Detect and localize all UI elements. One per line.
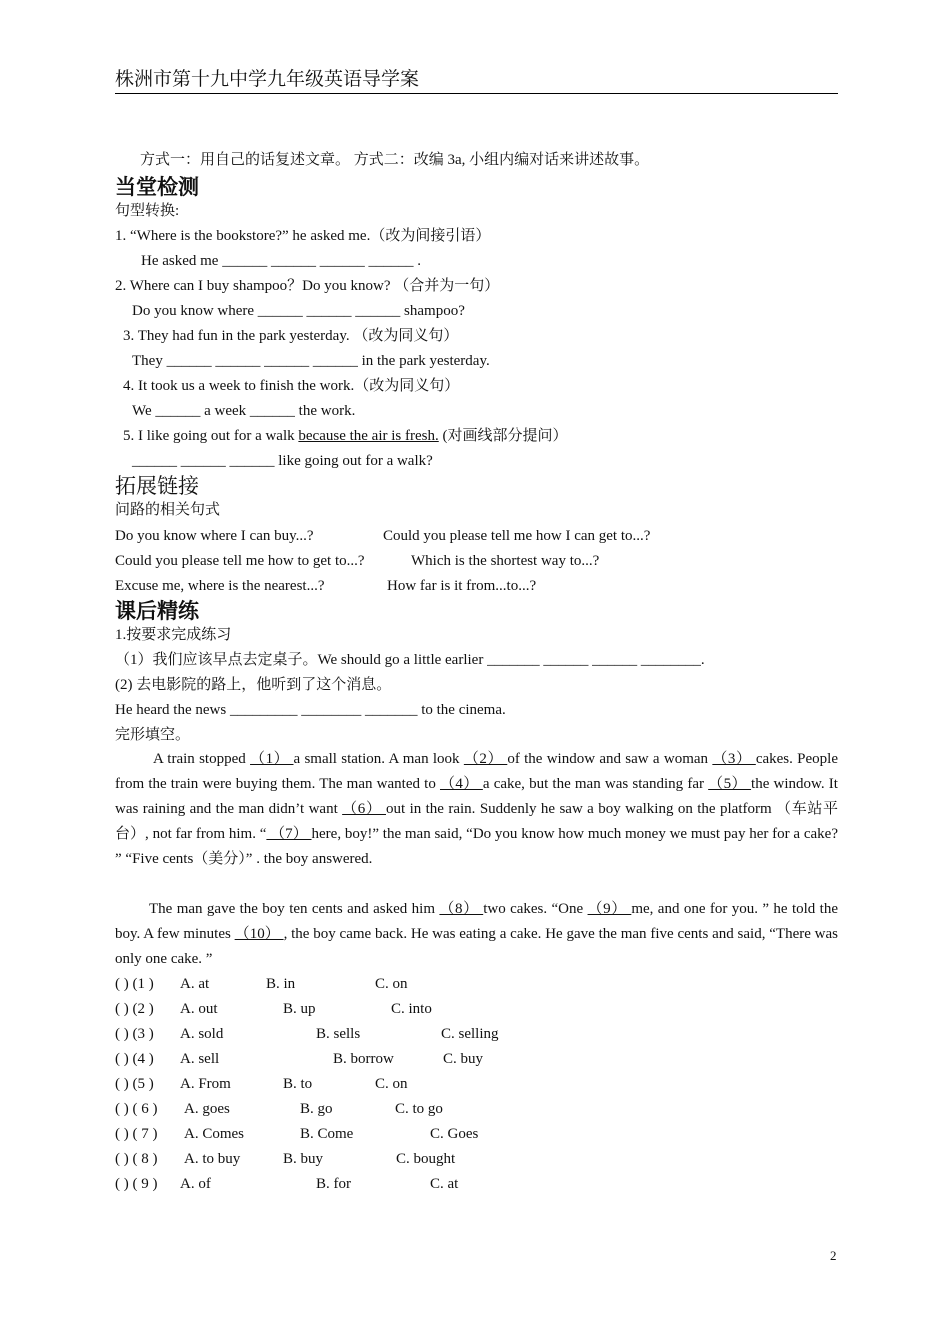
option-choice-b: B. for <box>316 1176 351 1192</box>
option-choice-b: B. buy <box>283 1151 324 1167</box>
cloze-title: 完形填空。 <box>115 727 191 743</box>
blank-number: （7） <box>266 826 312 842</box>
option-choice-c: C. at <box>430 1176 459 1192</box>
phrase-2a: Could you please tell me how to get to...? <box>115 553 365 569</box>
phrase-2b: Which is the shortest way to...? <box>411 553 600 569</box>
option-number: ( ) (5 ) <box>115 1076 154 1092</box>
paragraph-text: a cake, but the man was standing far <box>482 776 709 792</box>
option-choice-c: C. bought <box>396 1151 456 1167</box>
option-number: ( ) ( 7 ) <box>115 1126 158 1142</box>
option-number: ( ) ( 6 ) <box>115 1101 158 1117</box>
page-header: 株洲市第十九中学九年级英语导学案 <box>115 64 838 94</box>
option-number: ( ) ( 8 ) <box>115 1151 158 1167</box>
option-number: ( ) (4 ) <box>115 1051 154 1067</box>
option-choice-a: A. goes <box>184 1101 230 1117</box>
paragraph-text: a small station. A man look <box>293 751 464 767</box>
question-4: 4. It took us a week to finish the work.（改为同义句） <box>123 378 460 394</box>
paragraph-text: out in the rain. Suddenly he saw a boy walking on the platform （车站平台）, not far from him. “ <box>115 801 838 842</box>
phrase-1a: Do you know where I can buy...? <box>115 528 314 544</box>
option-choice-a: A. of <box>180 1176 211 1192</box>
blank-number: （3） <box>712 751 756 767</box>
blank-number: （5） <box>708 776 752 792</box>
exercise-1-item-2: (2) 去电影院的路上，他听到了这个消息。 <box>115 677 392 693</box>
option-choice-c: C. into <box>391 1001 432 1017</box>
option-choice-c: C. to go <box>395 1101 443 1117</box>
answer-line-3: They ______ ______ ______ ______ in the park yesterday. <box>132 353 490 369</box>
section-heading-in-class-test: 当堂检测 <box>115 175 199 199</box>
subheading-sentence-transform: 句型转换: <box>115 203 180 219</box>
answer-line-1: He asked me ______ ______ ______ ______ . <box>141 253 421 269</box>
option-choice-b: B. go <box>300 1101 333 1117</box>
option-choice-c: C. on <box>375 976 408 992</box>
option-choice-c: C. buy <box>443 1051 484 1067</box>
option-choice-b: B. in <box>266 976 296 992</box>
option-choice-a: A. sold <box>180 1026 224 1042</box>
paragraph-text: of the window and saw a woman <box>507 751 713 767</box>
exercise-1-item-2-answer: He heard the news _________ ________ _______ to the cinema. <box>115 702 506 718</box>
option-number: ( ) (3 ) <box>115 1026 154 1042</box>
option-choice-b: B. up <box>283 1001 316 1017</box>
blank-number: （9） <box>587 901 632 917</box>
paragraph-text: The man gave the boy ten cents and asked him <box>149 901 440 917</box>
blank-number: （1） <box>250 751 294 767</box>
option-choice-b: B. borrow <box>333 1051 394 1067</box>
question-1: 1. “Where is the bookstore?” he asked me.（改为间接引语） <box>115 228 491 244</box>
phrase-1b: Could you please tell me how I can get to...? <box>383 528 651 544</box>
paragraph-text: the window. It was raining and the man didn’t want <box>115 776 838 817</box>
paragraph-text: two cakes. “One <box>483 901 588 917</box>
option-choice-a: A. to buy <box>184 1151 241 1167</box>
paragraph-text: here, boy!” the man said, “Do you know how much money we must pay her for a cake? ” “Five cents（美分）” . the boy answered. <box>115 826 838 867</box>
blank-number: （10） <box>234 926 284 942</box>
option-choice-c: C. on <box>375 1076 408 1092</box>
section-heading-extension: 拓展链接 <box>115 474 199 498</box>
phrase-3b: How far is it from...to...? <box>387 578 537 594</box>
paragraph-text: A train stopped <box>153 751 251 767</box>
answer-line-5: ______ ______ ______ like going out for a walk? <box>132 453 433 469</box>
paragraph-text: , the boy came back. He was eating a cake. He gave the man five cents and said, “There was only one cake. ” <box>115 926 839 967</box>
question-5 <box>123 426 568 446</box>
option-choice-a: A. Comes <box>184 1126 244 1142</box>
option-choice-a: A. sell <box>180 1051 220 1067</box>
phrase-3a: Excuse me, where is the nearest...? <box>115 578 325 594</box>
blank-number: （6） <box>342 801 386 817</box>
option-number: ( ) (1 ) <box>115 976 154 992</box>
cloze-paragraph-1 <box>115 747 838 872</box>
exercise-1-item-1: （1）我们应该早点去定桌子。We should go a little earlier _______ ______ ______ ________. <box>115 652 705 668</box>
blank-number: （2） <box>463 751 508 767</box>
option-choice-b: B. to <box>283 1076 313 1092</box>
question-5-underlined: because the air is fresh. <box>298 428 439 444</box>
option-choice-c: C. Goes <box>430 1126 479 1142</box>
cloze-paragraph-2 <box>115 897 838 972</box>
section-heading-after-class: 课后精练 <box>115 599 199 623</box>
blank-number: （4） <box>439 776 483 792</box>
option-choice-c: C. selling <box>441 1026 499 1042</box>
option-choice-b: B. Come <box>300 1126 354 1142</box>
page-number: 2 <box>830 1248 837 1263</box>
option-choice-b: B. sells <box>316 1026 361 1042</box>
question-2: 2. Where can I buy shampoo？Do you know? （合并为一句） <box>115 278 500 294</box>
option-choice-a: A. at <box>180 976 210 992</box>
answer-line-2: Do you know where ______ ______ ______ shampoo? <box>132 303 465 319</box>
question-5-prefix: 5. I like going out for a walk <box>123 428 299 444</box>
blank-number: （8） <box>439 901 484 917</box>
option-number: ( ) ( 9 ) <box>115 1176 158 1192</box>
option-number: ( ) (2 ) <box>115 1001 154 1017</box>
question-3: 3. They had fun in the park yesterday. （改为同义句） <box>123 328 459 344</box>
paragraph-text: cakes. People from the train were buying them. The man wanted to <box>115 751 838 792</box>
answer-line-4: We ______ a week ______ the work. <box>132 403 356 419</box>
option-choice-a: A. out <box>180 1001 218 1017</box>
question-5-suffix: (对画线部分提问） <box>438 428 568 444</box>
subheading-asking-way: 问路的相关句式 <box>115 502 221 518</box>
option-choice-a: A. From <box>180 1076 231 1092</box>
exercise-1-title: 1.按要求完成练习 <box>115 627 232 643</box>
intro-text: 方式一：用自己的话复述文章。 方式二：改编 3a, 小组内编对话来讲述故事。 <box>140 152 650 168</box>
paragraph-text: me, and one for you. ” he told the boy. A few minutes <box>115 901 838 942</box>
